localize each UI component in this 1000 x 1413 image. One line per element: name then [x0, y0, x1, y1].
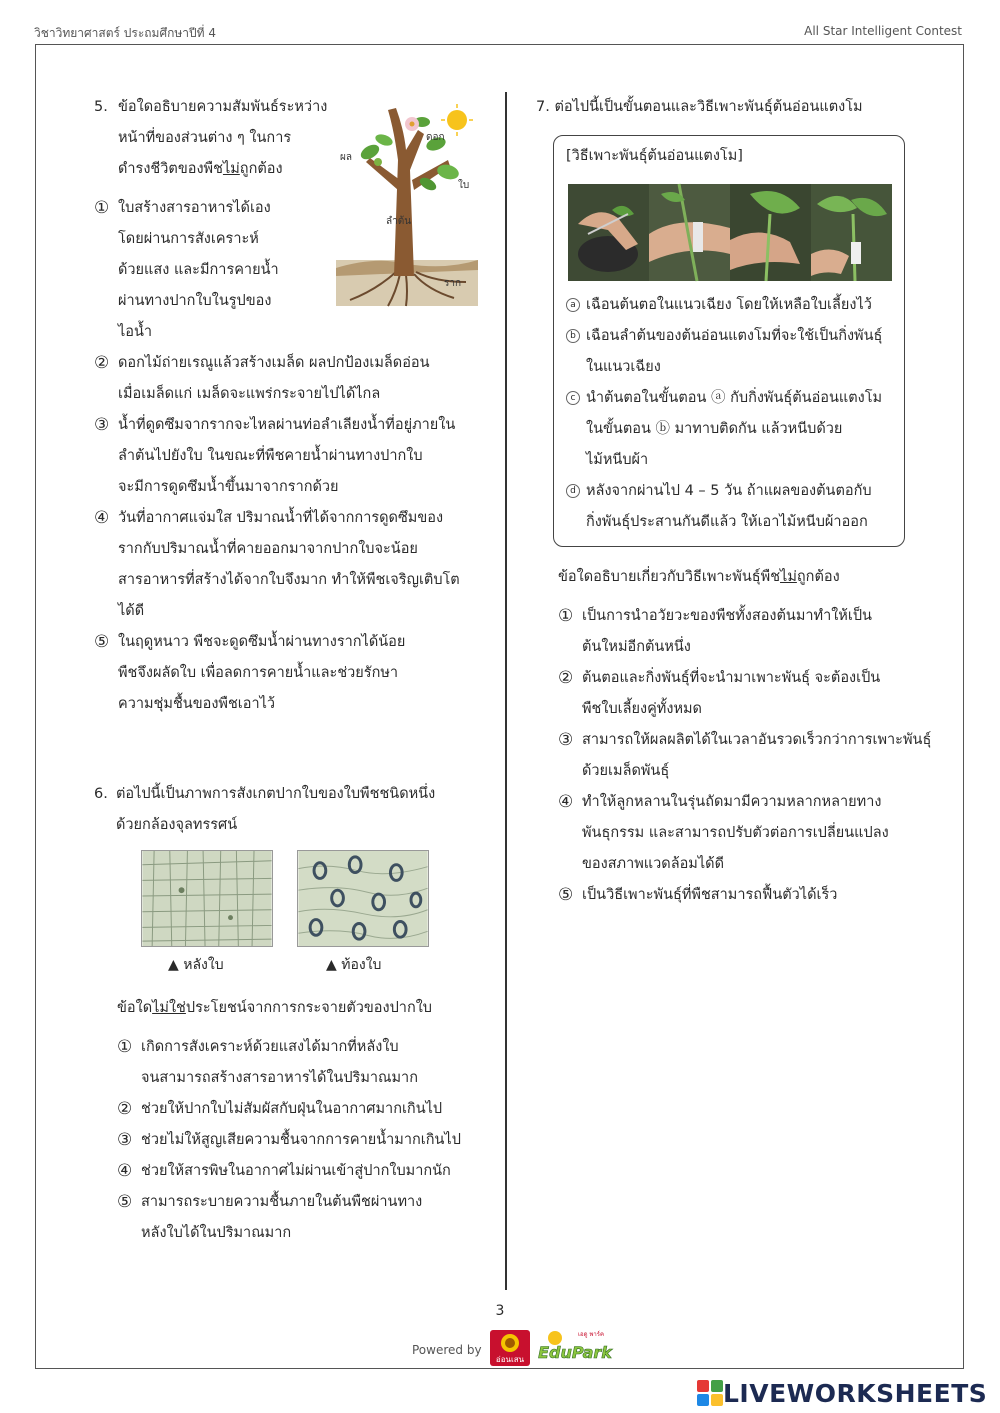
option-number: ⑤	[558, 885, 574, 905]
underlined-keyword: ไม่ใช่	[152, 1000, 186, 1016]
text-fragment: ถูกต้อง	[239, 161, 283, 177]
question-prompt	[117, 993, 497, 1024]
tree-label-leaf: ใบ	[458, 180, 470, 191]
option-text-line: หลังใบได้ในปริมาณมาก	[141, 1225, 292, 1241]
step-text-line: นำต้นตอในขั้นตอน ⓐ กับกิ่งพันธุ์ต้นอ่อนแตงโม	[586, 390, 883, 406]
option-text-line: ความชุ่มชื้นของพืชเอาไว้	[118, 696, 276, 712]
answer-option-4[interactable]	[117, 1156, 497, 1187]
option-text-line: พันธุกรรม และสามารถปรับตัวต่อการเปลี่ยนแปลง	[582, 825, 889, 841]
option-text-line: ช่วยให้ปากใบไม่สัมผัสกับฝุ่นในอากาศมากเกินไป	[141, 1101, 443, 1117]
edupark-small-text: เอดู พาร์ค	[577, 1331, 605, 1338]
answer-option-1[interactable]	[558, 601, 938, 663]
option-number: ③	[117, 1130, 133, 1150]
option-text-line: จะมีการดูดซึมน้ำขึ้นมาจากรากด้วย	[118, 479, 339, 495]
answer-option-4[interactable]	[94, 503, 484, 627]
plant-parts-illustration	[336, 100, 478, 306]
header-subject: วิชาวิทยาศาสตร์ ประถมศึกษาปีที่ 4	[34, 26, 216, 40]
step-letter: d	[566, 484, 580, 498]
option-text-line: ช่วยให้สารพิษในอากาศไม่ผ่านเข้าสู่ปากใบมากนัก	[141, 1163, 451, 1179]
column-divider	[505, 92, 507, 1290]
option-text-line: ใบสร้างสารอาหารได้เอง	[118, 200, 271, 216]
underlined-keyword: ไม่	[222, 161, 240, 177]
option-text-line: สามารถให้ผลผลิตได้ในเวลาอันรวดเร็วกว่าการเพาะพันธุ์	[582, 732, 932, 748]
option-number: ②	[117, 1099, 133, 1119]
answer-option-2[interactable]	[94, 348, 484, 410]
option-text-line: พืชใบเลี้ยงคู่ทั้งหมด	[582, 701, 702, 717]
option-number: ④	[94, 508, 110, 528]
option-number: ③	[94, 415, 110, 435]
question-7	[536, 92, 936, 123]
step-text-line: ในแนวเฉียง	[586, 359, 661, 375]
question-text-line: หน้าที่ของส่วนต่าง ๆ ในการ	[118, 130, 292, 146]
procedure-steps	[566, 290, 901, 538]
sponsor-logo-text: อ่อนเสน	[495, 1355, 525, 1364]
option-text-line: ต้นตอและกิ่งพันธุ์ที่จะนำมาเพาะพันธุ์ จะต้องเป็น	[582, 670, 881, 686]
powered-by-label: Powered by	[412, 1343, 482, 1357]
text-fragment: ข้อใดอธิบายเกี่ยวกับวิธีเพาะพันธุ์พืช	[558, 569, 781, 585]
option-number: ③	[558, 730, 574, 750]
option-number: ④	[558, 792, 574, 812]
question-text-line: ด้วยกล้องจุลทรรศน์	[116, 817, 238, 833]
option-text-line: ผ่านทางปากใบในรูปของ	[118, 293, 272, 309]
procedure-step-b	[566, 321, 901, 383]
option-text-line: ไอน้ำ	[118, 324, 153, 340]
edupark-logo-text: EduPark	[538, 1343, 612, 1362]
grafting-photo-4	[811, 184, 892, 281]
option-text-line: ด้วยแสง และมีการคายน้ำ	[118, 262, 279, 278]
tree-label-stem: ลำต้น	[386, 216, 412, 227]
text-fragment: ประโยชน์จากการกระจายตัวของปากใบ	[185, 1000, 433, 1016]
procedure-step-c	[566, 383, 901, 476]
option-text-line: ลำต้นไปยังใบ ในขณะที่พืชคายน้ำผ่านทางปากใบ	[118, 448, 423, 464]
option-text-line: เมื่อเมล็ดแก่ เมล็ดจะแพร่กระจายไปได้ไกล	[118, 386, 381, 402]
micrograph-upper-leaf	[141, 850, 273, 947]
option-number: ⑤	[117, 1192, 133, 1212]
option-text-line: จนสามารถสร้างสารอาหารได้ในปริมาณมาก	[141, 1070, 418, 1086]
step-text-line: หลังจากผ่านไป 4 – 5 วัน ถ้าแผลของต้นตอกับ	[586, 483, 872, 499]
option-text-line: เป็นวิธีเพาะพันธุ์ที่พืชสามารถฟื้นตัวได้เร็ว	[582, 887, 838, 903]
step-text-line: ในขั้นตอน ⓑ มาทาบติดกัน แล้วหนีบด้วย	[586, 421, 843, 437]
option-text-line: รากกับปริมาณน้ำที่คายออกมาจากปากใบจะน้อย	[118, 541, 418, 557]
page-number: 3	[495, 1303, 505, 1319]
answer-option-2[interactable]	[117, 1094, 497, 1125]
grafting-photo-2	[649, 184, 730, 281]
underlined-keyword: ไม่	[780, 569, 797, 585]
option-number: ①	[94, 198, 110, 218]
option-number: ⑤	[94, 632, 110, 652]
option-number: ②	[94, 353, 110, 373]
option-text-line: ได้ดี	[118, 603, 145, 619]
option-text-line: พืชจึงผลัดใบ เพื่อลดการคายน้ำและช่วยรักษา	[118, 665, 399, 681]
text-fragment: ดำรงชีวิตของพืช	[118, 161, 223, 177]
answer-option-1[interactable]	[117, 1032, 497, 1094]
option-text-line: เกิดการสังเคราะห์ด้วยแสงได้มากที่หลังใบ	[141, 1039, 399, 1055]
option-text-line: ของสภาพแวดล้อมได้ดี	[582, 856, 724, 872]
question-number: 5.	[94, 99, 108, 115]
answer-option-5[interactable]	[94, 627, 484, 720]
option-text-line: ในฤดูหนาว พืชจะดูดซึมน้ำผ่านทางรากได้น้อย	[118, 634, 406, 650]
grafting-photo-3	[730, 184, 811, 281]
header-contest: All Star Intelligent Contest	[804, 24, 962, 38]
grafting-photos	[568, 184, 892, 281]
option-text-line: วันที่อากาศแจ่มใส ปริมาณน้ำที่ได้จากการดูดซึมของ	[118, 510, 444, 526]
option-text-line: เป็นการนำอวัยวะของพืชทั้งสองต้นมาทำให้เป็น	[582, 608, 872, 624]
text-fragment: ข้อใด	[117, 1000, 153, 1016]
option-number: ①	[558, 606, 574, 626]
liveworksheets-icon	[697, 1380, 723, 1406]
question-6-stem	[94, 779, 484, 841]
option-number: ④	[117, 1161, 133, 1181]
answer-option-5[interactable]	[117, 1187, 497, 1249]
sponsor-logo	[488, 1330, 532, 1366]
question-7-stem	[536, 92, 936, 123]
step-letter: a	[566, 298, 580, 312]
answer-option-5[interactable]	[558, 880, 938, 911]
answer-option-4[interactable]	[558, 787, 938, 880]
question-text-line: ข้อใดอธิบายความสัมพันธ์ระหว่าง	[118, 99, 328, 115]
option-text-line: น้ำที่ดูดซึมจากรากจะไหลผ่านท่อลำเลียงน้ำที่อยู่ภายใน	[118, 417, 456, 433]
question-7-choices	[558, 562, 938, 911]
step-text-line: เฉือนลำต้นของต้นอ่อนแตงโมที่จะใช้เป็นกิ่งพันธุ์	[586, 328, 883, 344]
step-text-line: กิ่งพันธุ์ประสานกันดีแล้ว ให้เอาไม้หนีบผ้าออก	[586, 514, 868, 530]
option-number: ①	[117, 1037, 133, 1057]
option-text-line: ทำให้ลูกหลานในรุ่นถัดมามีความหลากหลายทาง	[582, 794, 882, 810]
question-text-line: ต่อไปนี้เป็นภาพการสังเกตปากใบของใบพืชชนิดหนึ่ง	[116, 786, 436, 802]
option-text-line: โดยผ่านการสังเคราะห์	[118, 231, 259, 247]
micrograph-lower-leaf	[297, 850, 429, 947]
tree-label-flower: ดอก	[426, 132, 445, 143]
question-number: 7.	[536, 99, 550, 115]
question-number: 6.	[94, 786, 108, 802]
question-6-choices	[117, 993, 497, 1249]
answer-option-2[interactable]	[558, 663, 938, 725]
question-6	[94, 779, 484, 841]
option-text-line: ช่วยไม่ให้สูญเสียความชื้นจากการคายน้ำมากเกินไป	[141, 1132, 461, 1148]
answer-option-3[interactable]	[558, 725, 938, 787]
step-text-line: ไม้หนีบผ้า	[586, 452, 649, 468]
caption-upper-leaf: ▲ หลังใบ	[168, 957, 224, 973]
option-text-line: สารอาหารที่สร้างได้จากใบจึงมาก ทำให้พืชเจริญเติบโต	[118, 572, 460, 588]
procedure-step-d	[566, 476, 901, 538]
option-text-line: ด้วยเมล็ดพันธุ์	[582, 763, 670, 779]
tree-label-fruit: ผล	[340, 152, 352, 163]
step-letter: c	[566, 391, 580, 405]
option-number: ②	[558, 668, 574, 688]
step-letter: b	[566, 329, 580, 343]
edupark-logo	[538, 1326, 612, 1366]
answer-option-3[interactable]	[94, 410, 484, 503]
text-fragment: ถูกต้อง	[796, 569, 840, 585]
caption-lower-leaf: ▲ ท้องใบ	[326, 957, 382, 973]
procedure-step-a	[566, 290, 901, 321]
question-text-line: ต่อไปนี้เป็นขั้นตอนและวิธีเพาะพันธุ์ต้นอ่อนแตงโม	[554, 99, 863, 115]
liveworksheets-brand	[697, 1378, 987, 1408]
tree-label-root: ราก	[444, 278, 462, 289]
grafting-photo-1	[568, 184, 649, 281]
option-text-line: สามารถระบายความชื้นภายในต้นพืชผ่านทาง	[141, 1194, 423, 1210]
question-prompt	[558, 562, 938, 593]
liveworksheets-wordmark: LIVEWORKSHEETS	[723, 1378, 988, 1408]
procedure-box-title: [วิธีเพาะพันธุ์ต้นอ่อนแตงโม]	[566, 148, 743, 164]
step-text-line: เฉือนต้นตอในแนวเฉียง โดยให้เหลือใบเลี้ยงไว้	[586, 297, 872, 313]
option-text-line: ต้นใหม่อีกต้นหนึ่ง	[582, 639, 691, 655]
answer-option-3[interactable]	[117, 1125, 497, 1156]
option-text-line: ดอกไม้ถ่ายเรณูแล้วสร้างเมล็ด ผลปกป้องเมล็ดอ่อน	[118, 355, 430, 371]
